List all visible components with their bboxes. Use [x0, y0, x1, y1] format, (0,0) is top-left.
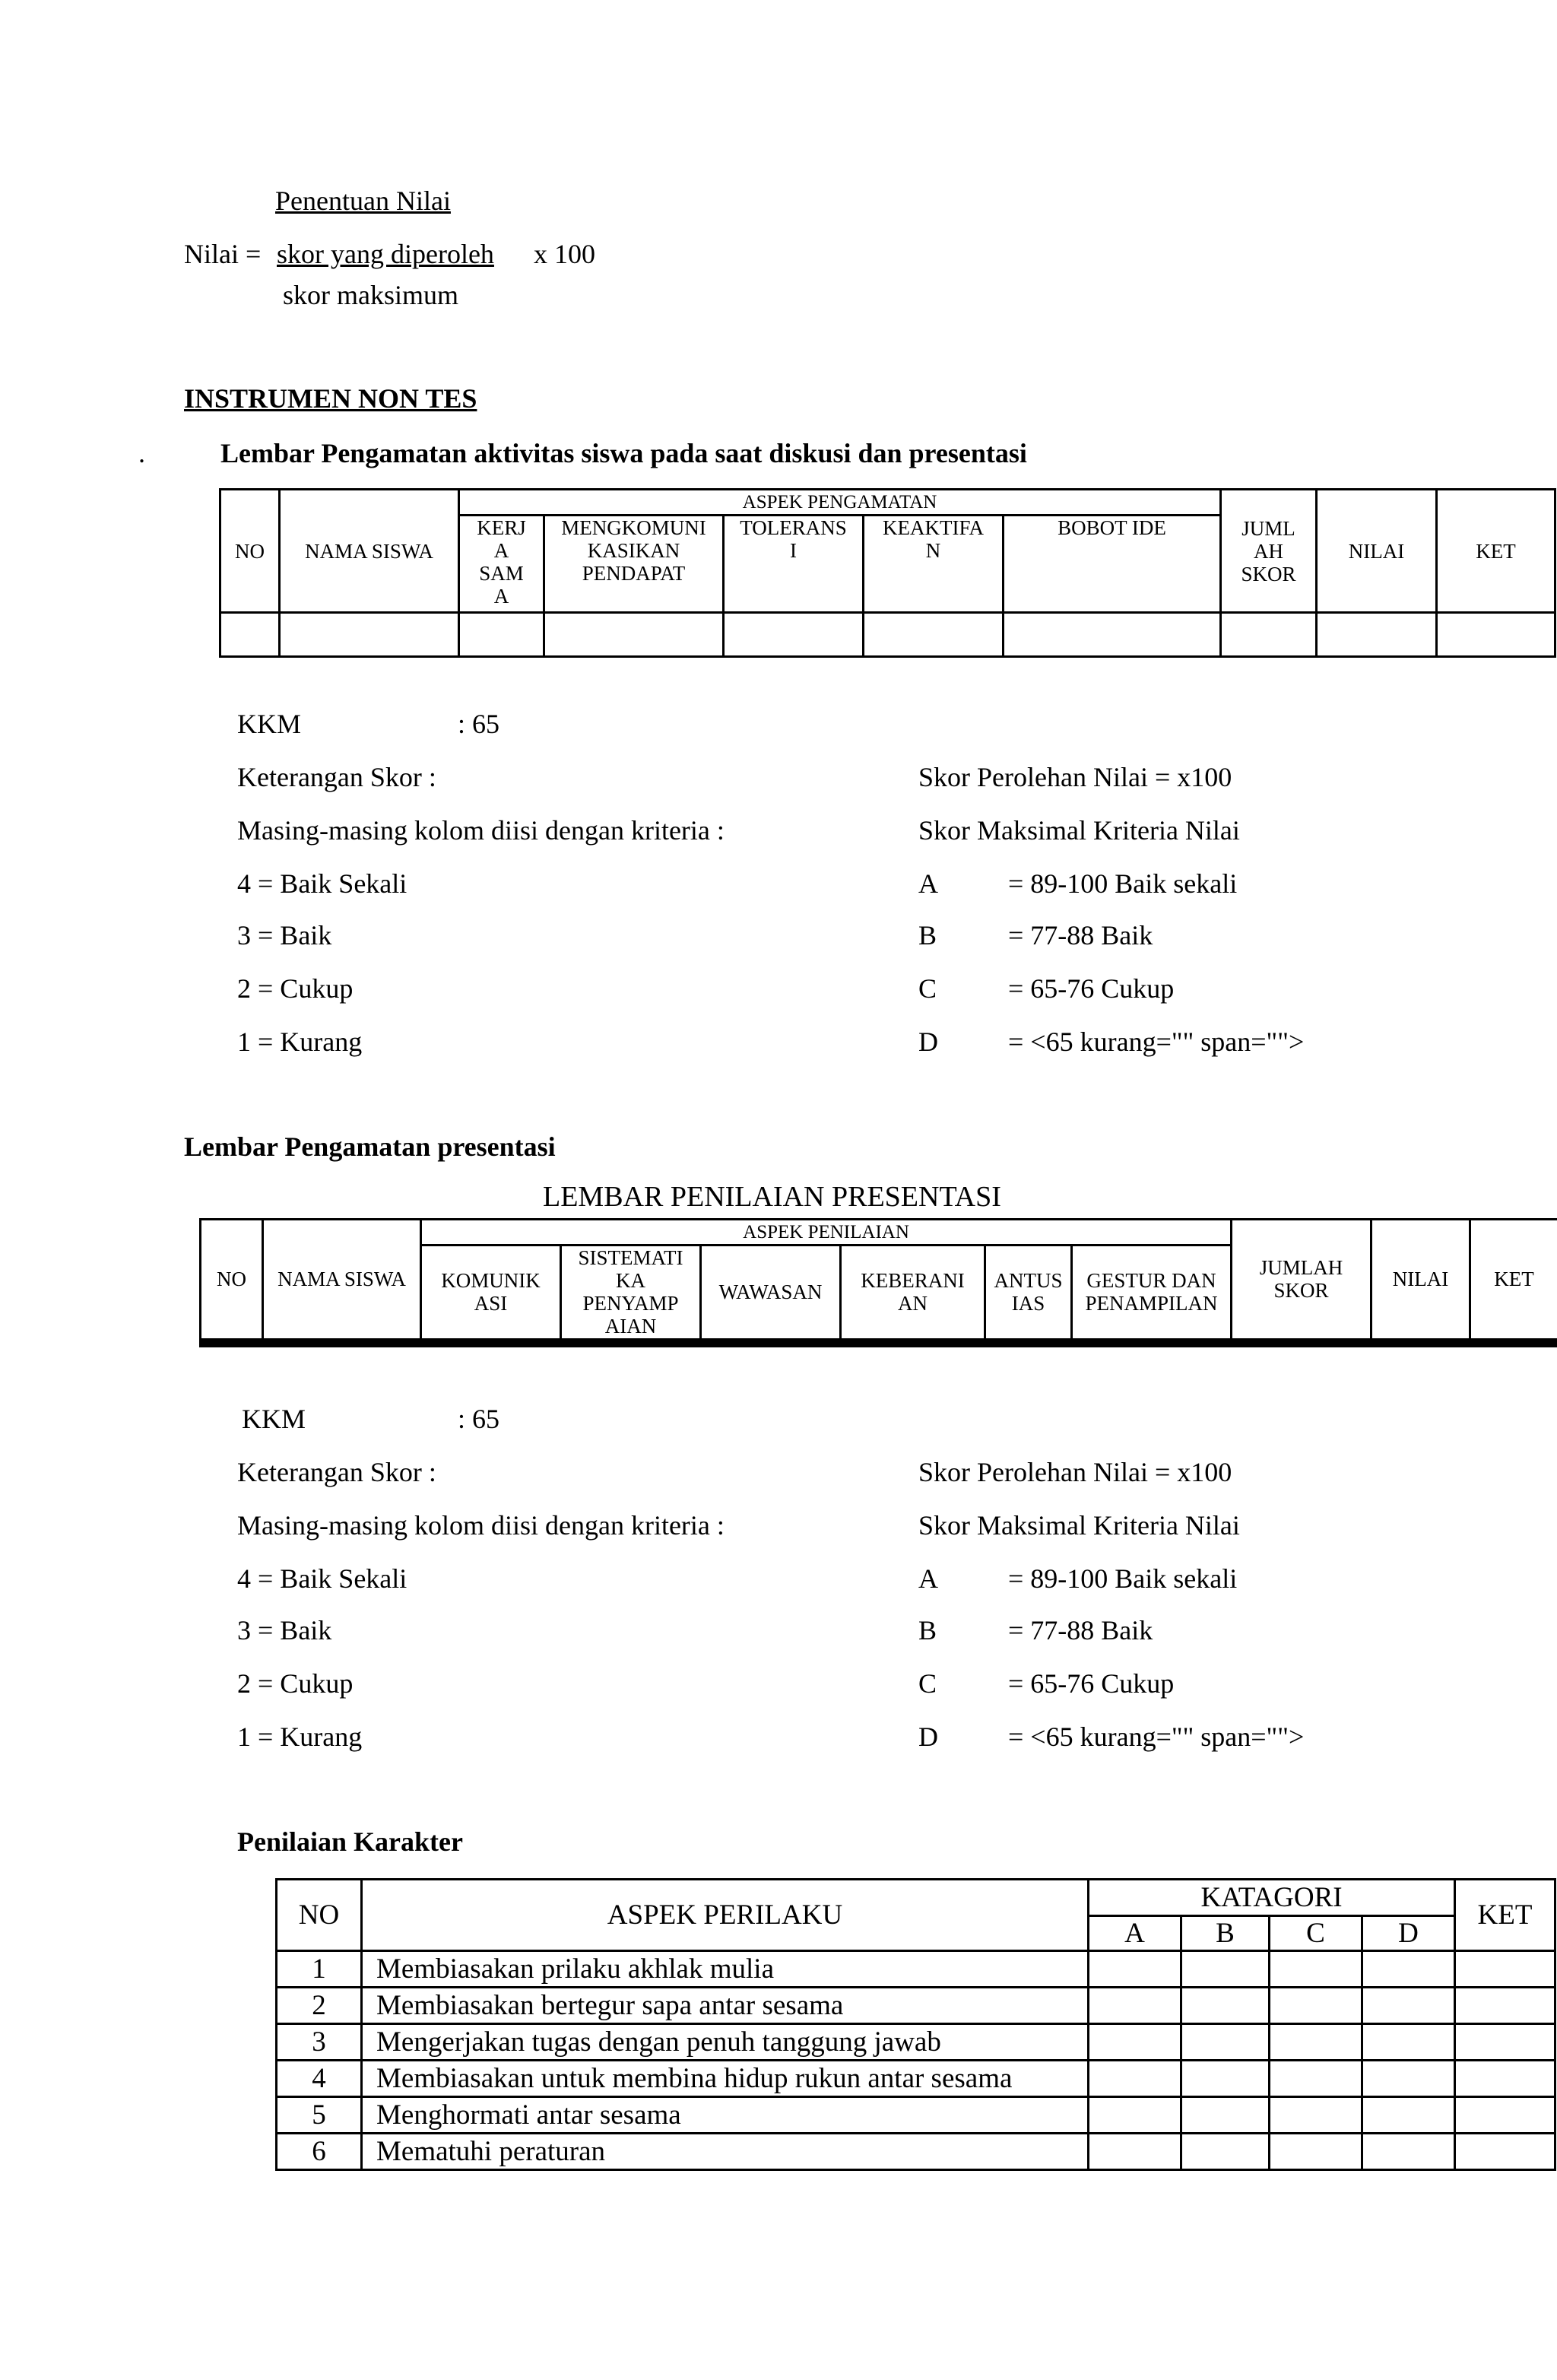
score-2-2: 2 = Cukup [237, 1668, 354, 1699]
header-aspect-kerja-sama: KERJ A SAM A [459, 516, 544, 613]
grade-letter-a-2: A [918, 1563, 938, 1594]
cell [1362, 2061, 1455, 2097]
aktivitas-table [219, 488, 1556, 658]
row-aspek: Membiasakan untuk membina hidup rukun antar sesama [362, 2061, 1089, 2097]
nilai-numerator: skor yang diperoleh [277, 239, 494, 269]
presentasi-table [199, 1218, 1557, 1347]
skor-maksimal-2: Skor Maksimal Kriteria Nilai [918, 1510, 1240, 1541]
karakter-table [275, 1878, 1556, 2171]
header-grade-b: B [1181, 1916, 1270, 1951]
cell [1181, 2134, 1270, 2170]
table-row [277, 1988, 1555, 2024]
header-aspect-toleransi: TOLERANS I [724, 516, 864, 613]
header-aspek-penilaian: ASPEK PENILAIAN [421, 1220, 1232, 1246]
grade-desc-b: = 77-88 Baik [1008, 920, 1153, 950]
header-jumlah-skor: JUML AH SKOR [1221, 490, 1317, 613]
header-aspect-antusias: ANTUS IAS [985, 1246, 1072, 1343]
header-nilai: NILAI [1317, 490, 1437, 613]
grade-letter-b: B [918, 920, 937, 950]
cell [1089, 1988, 1181, 2024]
score-1-2: 1 = Kurang [237, 1722, 363, 1752]
skor-perolehan: Skor Perolehan Nilai = x100 [918, 762, 1232, 792]
skor-maksimal: Skor Maksimal Kriteria Nilai [918, 815, 1240, 846]
keterangan-skor: Keterangan Skor : [237, 762, 436, 792]
cell [1455, 2061, 1555, 2097]
header-no: NO [277, 1880, 362, 1951]
header-grade-c: C [1270, 1916, 1362, 1951]
cell [1181, 2024, 1270, 2061]
masing-masing-2: Masing-masing kolom diisi dengan kriteria : [237, 1510, 725, 1541]
header-ket: KET [1455, 1880, 1555, 1951]
cell [1181, 1988, 1270, 2024]
grade-desc-c: = 65-76 Cukup [1008, 973, 1175, 1004]
header-no: NO [220, 490, 280, 613]
cell [544, 613, 724, 657]
header-aspect-bobot-ide: BOBOT IDE [1004, 516, 1221, 613]
grade-desc-d: = <65 kurang="" span=""> [1008, 1027, 1305, 1057]
row-no: 5 [277, 2097, 362, 2134]
cell [1362, 2097, 1455, 2134]
section1-bullet: . [138, 438, 145, 468]
grade-letter-d: D [918, 1027, 938, 1057]
row-no: 1 [277, 1951, 362, 1988]
header-aspect-sistematika: SISTEMATI KA PENYAMP AIAN [561, 1246, 701, 1343]
table-row [220, 613, 1555, 657]
score-2: 2 = Cukup [237, 973, 354, 1004]
grade-letter-c: C [918, 973, 937, 1004]
header-aspek-perilaku: ASPEK PERILAKU [362, 1880, 1089, 1951]
cell [1181, 1951, 1270, 1988]
cell [1270, 1951, 1362, 1988]
row-no: 2 [277, 1988, 362, 2024]
cell [1181, 2061, 1270, 2097]
masing-masing: Masing-masing kolom diisi dengan kriteria : [237, 815, 725, 846]
cell [1455, 2097, 1555, 2134]
header-nama-siswa: NAMA SISWA [263, 1220, 421, 1343]
header-nama-siswa: NAMA SISWA [280, 490, 459, 613]
cell [724, 613, 864, 657]
table-row [277, 2061, 1555, 2097]
grade-desc-b-2: = 77-88 Baik [1008, 1615, 1153, 1645]
cell [1362, 1951, 1455, 1988]
header-katagori: KATAGORI [1089, 1880, 1455, 1916]
cell [1455, 1951, 1555, 1988]
grade-desc-c-2: = 65-76 Cukup [1008, 1668, 1175, 1699]
table-row [277, 2097, 1555, 2134]
kkm-value-2: : 65 [458, 1404, 500, 1434]
header-aspect-keaktifan: KEAKTIFA N [864, 516, 1004, 613]
cell [1362, 2024, 1455, 2061]
cell [1270, 2061, 1362, 2097]
cell [280, 613, 459, 657]
grade-letter-d-2: D [918, 1722, 938, 1752]
header-ket: KET [1470, 1220, 1557, 1343]
grade-letter-b-2: B [918, 1615, 937, 1645]
cell [1089, 2024, 1181, 2061]
grade-letter-c-2: C [918, 1668, 937, 1699]
section1-title: Lembar Pengamatan aktivitas siswa pada saat diskusi dan presentasi [220, 438, 1027, 468]
karakter-title: Penilaian Karakter [237, 1826, 463, 1857]
header-aspek-pengamatan: ASPEK PENGAMATAN [459, 490, 1221, 516]
kkm-label: KKM [237, 709, 302, 739]
row-no: 4 [277, 2061, 362, 2097]
kkm-value: : 65 [458, 709, 500, 739]
score-3-2: 3 = Baik [237, 1615, 332, 1645]
section2-title: Lembar Pengamatan presentasi [184, 1131, 556, 1162]
grade-desc-a-2: = 89-100 Baik sekali [1008, 1563, 1238, 1594]
header-aspect-mengkomunikasikan: MENGKOMUNI KASIKAN PENDAPAT [544, 516, 724, 613]
row-no: 3 [277, 2024, 362, 2061]
header-no: NO [201, 1220, 263, 1343]
cell [1089, 2061, 1181, 2097]
cell [1455, 1988, 1555, 2024]
cell [1270, 2134, 1362, 2170]
header-ket: KET [1437, 490, 1555, 613]
header-aspect-komunikasi: KOMUNIK ASI [421, 1246, 561, 1343]
cell [1362, 1988, 1455, 2024]
cell [1317, 613, 1437, 657]
grade-letter-a: A [918, 868, 938, 899]
header-aspect-wawasan: WAWASAN [701, 1246, 841, 1343]
cell [1270, 2024, 1362, 2061]
header-nilai: NILAI [1371, 1220, 1470, 1343]
score-3: 3 = Baik [237, 920, 332, 950]
nilai-label: Nilai = [184, 239, 262, 269]
penentuan-title: Penentuan Nilai [275, 186, 451, 216]
cell [1089, 2097, 1181, 2134]
row-aspek: Membiasakan bertegur sapa antar sesama [362, 1988, 1089, 2024]
skor-perolehan-2: Skor Perolehan Nilai = x100 [918, 1457, 1232, 1487]
header-grade-d: D [1362, 1916, 1455, 1951]
row-aspek: Mengerjakan tugas dengan penuh tanggung jawab [362, 2024, 1089, 2061]
cell [1362, 2134, 1455, 2170]
cell [1270, 2097, 1362, 2134]
cell [459, 613, 544, 657]
grade-desc-d-2: = <65 kurang="" span=""> [1008, 1722, 1305, 1752]
table2-title: LEMBAR PENILAIAN PRESENTASI [543, 1181, 1001, 1213]
row-aspek: Menghormati antar sesama [362, 2097, 1089, 2134]
cell [1089, 2134, 1181, 2170]
table-row [277, 1951, 1555, 1988]
row-no: 6 [277, 2134, 362, 2170]
header-jumlah-skor: JUMLAH SKOR [1232, 1220, 1371, 1343]
instrumen-title: INSTRUMEN NON TES [184, 383, 477, 414]
cell [1437, 613, 1555, 657]
cell [1004, 613, 1221, 657]
score-4-2: 4 = Baik Sekali [237, 1563, 407, 1594]
cell [1455, 2134, 1555, 2170]
nilai-times: x 100 [534, 239, 595, 269]
table-row [277, 2024, 1555, 2061]
header-grade-a: A [1089, 1916, 1181, 1951]
cell [220, 613, 280, 657]
header-aspect-gestur: GESTUR DAN PENAMPILAN [1072, 1246, 1232, 1343]
grade-desc-a: = 89-100 Baik sekali [1008, 868, 1238, 899]
kkm-label-2: KKM [242, 1404, 306, 1434]
header-aspect-keberanian: KEBERANI AN [841, 1246, 985, 1343]
cell [1270, 1988, 1362, 2024]
score-4: 4 = Baik Sekali [237, 868, 407, 899]
table-row [277, 2134, 1555, 2170]
nilai-denominator: skor maksimum [283, 280, 458, 310]
cell [864, 613, 1004, 657]
cell [1181, 2097, 1270, 2134]
cell [1455, 2024, 1555, 2061]
keterangan-skor-2: Keterangan Skor : [237, 1457, 436, 1487]
score-1: 1 = Kurang [237, 1027, 363, 1057]
row-aspek: Membiasakan prilaku akhlak mulia [362, 1951, 1089, 1988]
row-aspek: Mematuhi peraturan [362, 2134, 1089, 2170]
cell [1089, 1951, 1181, 1988]
cell [1221, 613, 1317, 657]
